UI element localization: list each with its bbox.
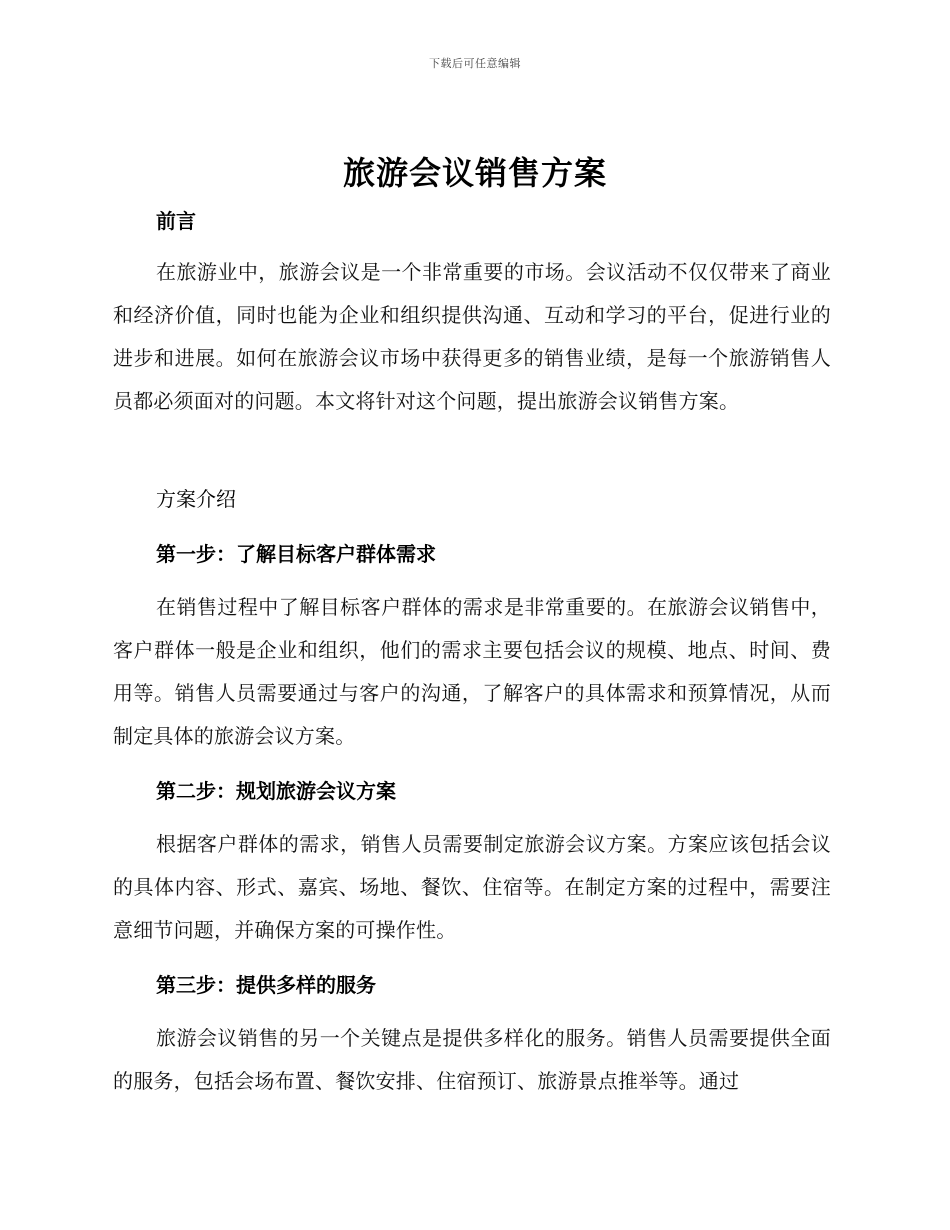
page-header-note: 下载后可任意编辑 (429, 57, 521, 70)
step1-heading: 第一步：了解目标客户群体需求 (156, 542, 436, 566)
step2-paragraph-block (113, 823, 831, 952)
step1-paragraph: 在销售过程中了解目标客户群体的需求是非常重要的。在旅游会议销售中，客户群体一般是企业和组织，他们的需求主要包括会议的规模、地点、时间、费用等。销售人员需要通过与客户的沟通，了解客户的具体需求和预算情况，从而制定具体的旅游会议方案。 (113, 595, 831, 748)
section-step2 (113, 776, 831, 806)
step3-paragraph: 旅游会议销售的另一个关键点是提供多样化的服务。销售人员需要提供全面的服务，包括会场布置、餐饮安排、住宿预订、旅游景点推举等。通过 (113, 1026, 831, 1093)
section-step3 (113, 970, 831, 1000)
step3-paragraph-block (113, 1017, 831, 1103)
section-plan (113, 484, 831, 514)
section-step1 (113, 539, 831, 569)
document-title: 旅游会议销售方案 (342, 154, 607, 192)
step1-paragraph-block (113, 586, 831, 758)
step3-heading: 第三步：提供多样的服务 (156, 973, 376, 997)
step2-paragraph: 根据客户群体的需求，销售人员需要制定旅游会议方案。方案应该包括会议的具体内容、形式、嘉宾、场地、餐饮、住宿等。在制定方案的过程中，需要注意细节问题，并确保方案的可操作性。 (113, 832, 831, 942)
section-preface (113, 206, 831, 236)
step2-heading: 第二步：规划旅游会议方案 (156, 779, 396, 803)
preface-paragraph-block (113, 251, 831, 423)
plan-heading: 方案介绍 (156, 487, 236, 511)
preface-heading: 前言 (156, 209, 196, 233)
preface-paragraph: 在旅游业中，旅游会议是一个非常重要的市场。会议活动不仅仅带来了商业和经济价值，同时也能为企业和组织提供沟通、互动和学习的平台，促进行业的进步和进展。如何在旅游会议市场中获得更多的销售业绩，是每一个旅游销售人员都必须面对的问题。本文将针对这个问题，提出旅游会议销售方案。 (113, 260, 831, 413)
